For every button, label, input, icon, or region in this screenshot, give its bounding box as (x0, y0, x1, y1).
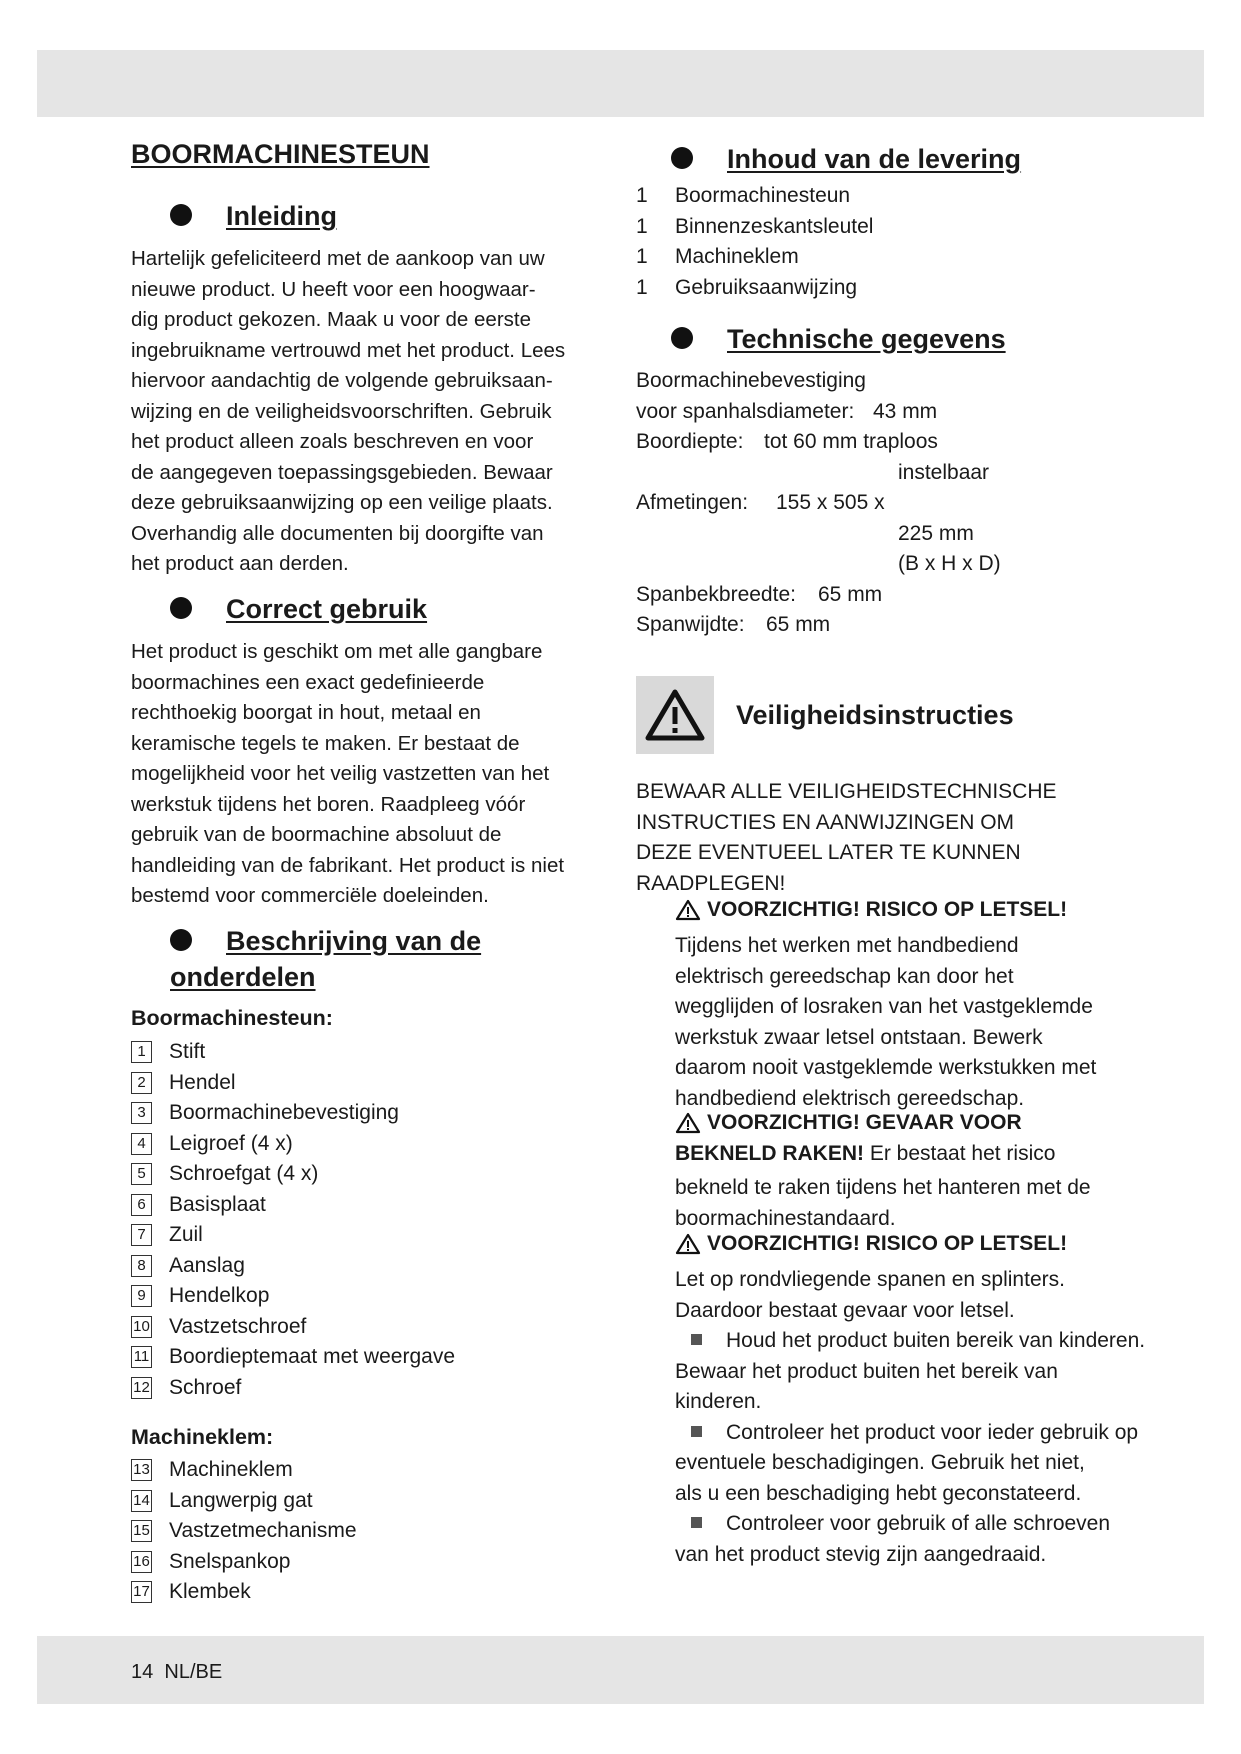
list-item: 2 Hendel (131, 1068, 455, 1099)
page-footer (131, 1661, 222, 1684)
warning-2-title: VOORZICHTIG! GEVAAR VOOR (675, 1111, 1022, 1135)
page-locale: NL/BE (164, 1661, 223, 1683)
list-item: 1 Boormachinesteun (636, 184, 851, 207)
warning-triangle-icon (675, 1112, 701, 1134)
list-item: 1 Gebruiksaanwijzing (636, 275, 858, 299)
square-bullet-icon (691, 1517, 702, 1528)
list-item: 6 Basisplaat (131, 1190, 455, 1221)
delivery-list (636, 184, 873, 306)
warning-2-text: bekneld te raken tijdens het hanteren met de boormachinestandaard. (675, 1176, 1091, 1230)
warning-2-title-line2: BEKNELD RAKEN! Er bestaat het risico (675, 1142, 1056, 1165)
list-item: 12 Schroef (131, 1373, 455, 1404)
warning-1-text: Tijdens het werken met handbediend elektrisch gereedschap kan door het wegglijden of losraken van het vastgeklemde werkstuk zwaar letsel ontstaan. Bewerk daarom nooit vastgeklemde werkstukken met handbediend elektrisch gereedschap. (675, 934, 1097, 1110)
warning-triangle-icon (675, 899, 701, 921)
list-item: Controleer het product voor ieder gebruik op (675, 1418, 1195, 1449)
safety-heading: Veiligheidsinstructies (736, 700, 1014, 730)
intro-text: Hartelijk gefeliciteerd met de aankoop van uw nieuwe product. U heeft voor een hoogwaar- dig product gekozen. Maak u voor de eerste ingebruikname vertrouwd met het product. Lees hiervoor aandachtig de volgende gebruiksaan- wijzing en de veiligheidsvoorschriften. Gebruik het product alleen zoals beschreven en voor de aangegeven toepassingsgebieden. Bewaar deze gebruiksaanwijzing op een veilige plaats. Overhandig alle documenten bij doorgifte van het product aan derden. (131, 247, 566, 575)
list-item: 4 Leigroef (4 x) (131, 1129, 455, 1160)
list-item: 5 Schroefgat (4 x) (131, 1159, 455, 1190)
square-bullet-icon (691, 1426, 702, 1437)
page-title: BOORMACHINESTEUN (131, 139, 430, 169)
list-item: 8 Aanslag (131, 1251, 455, 1282)
list-item: Controleer voor gebruik of alle schroeven (675, 1509, 1195, 1540)
warning-3-text: Let op rondvliegende spanen en splinters. Daardoor bestaat gevaar voor letsel. (675, 1268, 1065, 1322)
list-item: 7 Zuil (131, 1220, 455, 1251)
tech-specs: Boormachinebevestiging voor spanhalsdiameter: 43 mm Boordiepte: tot 60 mm traploos instelbaar Afmetingen: 155 x 505 x 225 mm (B x H x D) Spanbekbreedte: 65 mm Spanwijdte: 65 mm (636, 369, 1001, 636)
list-item: 11 Boordieptemaat met weergave (131, 1342, 455, 1373)
bullet-dot-icon (170, 929, 192, 951)
bullet-dot-icon (671, 327, 693, 349)
list-item: 15 Vastzetmechanisme (131, 1516, 357, 1547)
warning-triangle-icon (645, 689, 705, 741)
delivery-heading: Inhoud van de levering (671, 141, 1021, 177)
list-item: 3 Boormachinebevestiging (131, 1098, 455, 1129)
square-bullet-icon (691, 1334, 702, 1345)
list-item: Houd het product buiten bereik van kinderen. (675, 1326, 1195, 1357)
safety-intro: BEWAAR ALLE VEILIGHEIDSTECHNISCHE INSTRUCTIES EN AANWIJZINGEN OM DEZE EVENTUEEL LATER TE KUNNEN RAADPLEGEN! (636, 780, 1057, 895)
parts-heading-line2: onderdelen (170, 962, 316, 992)
bullet-dot-icon (671, 147, 693, 169)
warning-1-title: VOORZICHTIG! RISICO OP LETSEL! (675, 898, 1067, 922)
bullet-dot-icon (170, 597, 192, 619)
list-item: 10 Vastzetschroef (131, 1312, 455, 1343)
warning-3-title: VOORZICHTIG! RISICO OP LETSEL! (675, 1232, 1067, 1256)
parts-heading: Beschrijving van de (170, 923, 481, 959)
parts-group1-title: Boormachinesteun: (131, 1006, 333, 1030)
warning-box (636, 676, 714, 754)
tech-heading: Technische gegevens (671, 321, 1006, 357)
use-text: Het product is geschikt om met alle gangbare boormachines een exact gedefinieerde rechthoekig boorgat in hout, metaal en keramische tegels te maken. Er bestaat de mogelijkheid voor het veilig vastzetten van het werkstuk tijdens het boren. Raadpleeg vóór gebruik van de boormachine absoluut de handleiding van de fabrikant. Het product is niet bestemd voor commerciële doeleinden. (131, 640, 565, 907)
use-heading: Correct gebruik (170, 591, 427, 627)
warning-triangle-icon (675, 1233, 701, 1255)
page-number: 14 (131, 1661, 154, 1683)
list-item: 9 Hendelkop (131, 1281, 455, 1312)
bullet-dot-icon (170, 204, 192, 226)
list-item: 17 Klembek (131, 1577, 357, 1608)
list-item: 1 Machineklem (636, 245, 799, 268)
safety-bullets: Houd het product buiten bereik van kinderen. Bewaar het product buiten het bereik van kinderen. Controleer het product voor ieder gebruik op eventuele beschadigingen. Gebruik het niet, als u een beschadiging hebt geconstateerd. Controleer voor gebruik of alle schroeven van het product stevig zijn aangedraaid. (675, 1326, 1195, 1570)
parts-list-1 (131, 1037, 455, 1403)
list-item: 16 Snelspankop (131, 1547, 357, 1578)
parts-group2-title: Machineklem: (131, 1425, 274, 1449)
list-item: 1 Binnenzeskantsleutel (636, 214, 874, 238)
header-band (37, 50, 1204, 117)
intro-heading: Inleiding (170, 198, 337, 234)
parts-list-2 (131, 1455, 357, 1608)
list-item: 13 Machineklem (131, 1455, 357, 1486)
list-item: 1 Stift (131, 1037, 455, 1068)
list-item: 14 Langwerpig gat (131, 1486, 357, 1517)
